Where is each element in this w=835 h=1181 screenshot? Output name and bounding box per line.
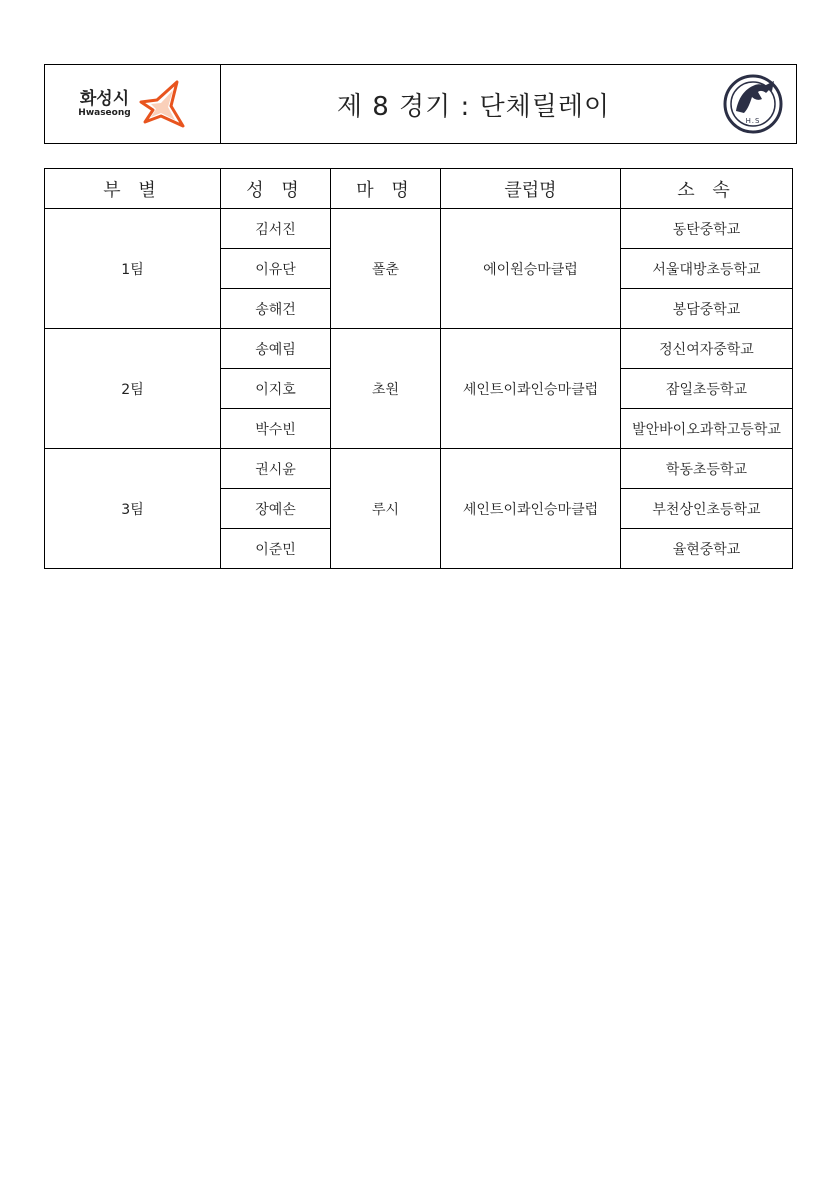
header-horse: 마 명 <box>331 169 441 209</box>
page-title: 제 8 경기 : 단체릴레이 <box>336 91 611 122</box>
school-cell: 정신여자중학교 <box>621 329 793 369</box>
table-row <box>45 329 793 369</box>
member-name: 권시윤 <box>221 449 331 489</box>
school-cell: 발안바이오과학고등학교 <box>621 409 793 449</box>
relay-roster-table <box>44 168 793 569</box>
member-name: 이지호 <box>221 369 331 409</box>
member-name: 장예손 <box>221 489 331 529</box>
member-name: 이유단 <box>221 249 331 289</box>
club-cell: 세인트이콰인승마클럽 <box>441 449 621 569</box>
header-division: 부 별 <box>45 169 221 209</box>
school-cell: 동탄중학교 <box>621 209 793 249</box>
member-name: 송예림 <box>221 329 331 369</box>
member-name: 김서진 <box>221 209 331 249</box>
table-row <box>45 449 793 489</box>
logo-english-name: Hwaseong <box>78 108 131 118</box>
header-affiliation: 소 속 <box>621 169 793 209</box>
header-club: 클럽명 <box>441 169 621 209</box>
logo-korean-name: 화성시 <box>79 89 130 109</box>
team-cell: 2팀 <box>45 329 221 449</box>
member-name: 이준민 <box>221 529 331 569</box>
school-cell: 서울대방초등학교 <box>621 249 793 289</box>
logo-text <box>78 90 130 118</box>
team-cell: 3팀 <box>45 449 221 569</box>
table-header-row <box>45 169 793 209</box>
school-cell: 잠일초등학교 <box>621 369 793 409</box>
club-cell: 세인트이콰인승마클럽 <box>441 329 621 449</box>
member-name: 박수빈 <box>221 409 331 449</box>
page-title-cell <box>221 65 796 143</box>
horse-cell: 폴춘 <box>331 209 441 329</box>
club-cell: 에이원승마클럽 <box>441 209 621 329</box>
logo-star-icon <box>137 78 187 130</box>
horse-cell: 초원 <box>331 329 441 449</box>
document-header <box>44 64 797 144</box>
header-name: 성 명 <box>221 169 331 209</box>
city-logo <box>45 65 221 143</box>
school-cell: 부천상인초등학교 <box>621 489 793 529</box>
horse-emblem-icon <box>722 73 784 135</box>
horse-cell: 루시 <box>331 449 441 569</box>
school-cell: 학동초등학교 <box>621 449 793 489</box>
school-cell: 율현중학교 <box>621 529 793 569</box>
member-name: 송해건 <box>221 289 331 329</box>
emblem-label: H.S <box>745 117 761 125</box>
table-row <box>45 209 793 249</box>
school-cell: 봉담중학교 <box>621 289 793 329</box>
team-cell: 1팀 <box>45 209 221 329</box>
